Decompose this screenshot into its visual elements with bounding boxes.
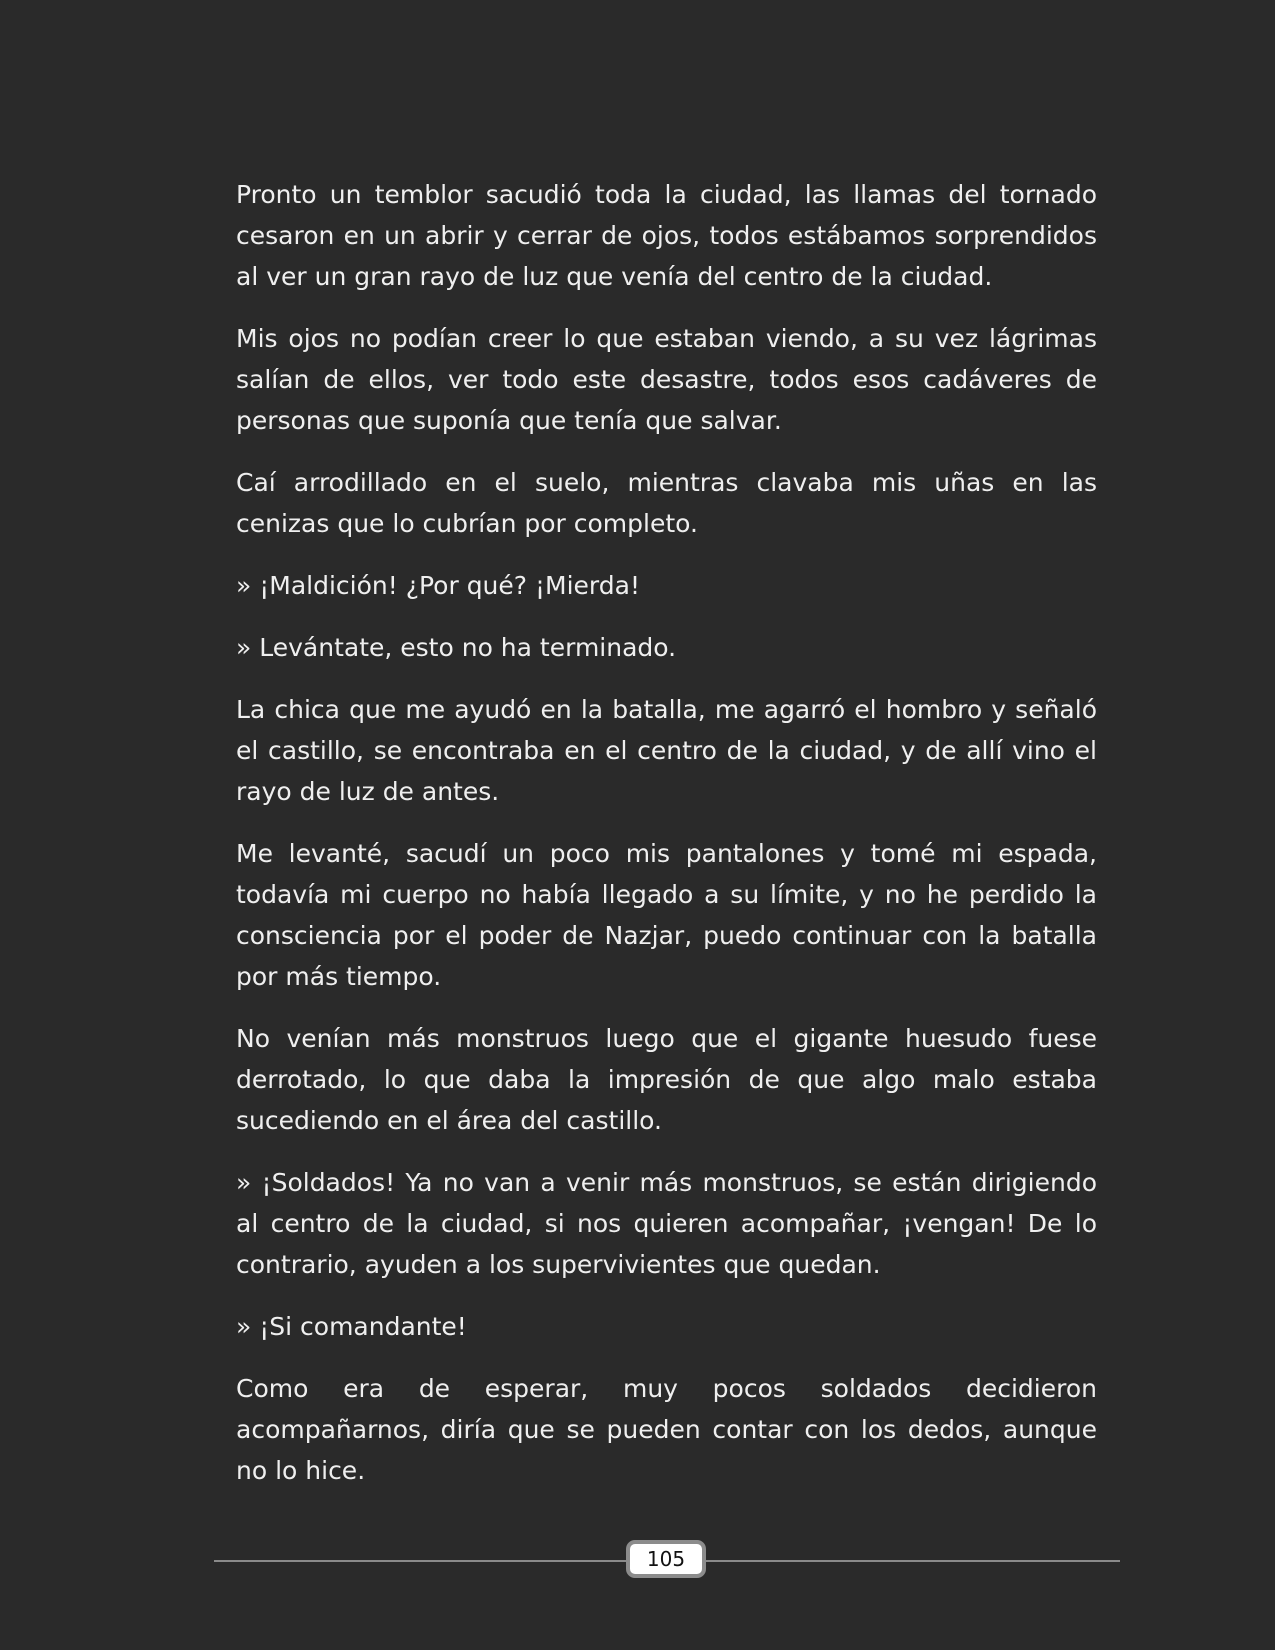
dialogue-line: » ¡Si comandante! bbox=[236, 1312, 467, 1341]
dialogue-line: » ¡Soldados! Ya no van a venir más monstruos, se están dirigiendo al centro de la ciudad, si nos quieren acompañar, ¡vengan! De lo contrario, ayuden a los supervivientes que quedan. bbox=[236, 1168, 1097, 1279]
paragraph: La chica que me ayudó en la batalla, me agarró el hombro y señaló el castillo, se encontraba en el centro de la ciudad, y de allí vino el rayo de luz de antes. bbox=[236, 695, 1097, 806]
paragraph: Me levanté, sacudí un poco mis pantalones y tomé mi espada, todavía mi cuerpo no había llegado a su límite, y no he perdido la consciencia por el poder de Nazjar, puedo continuar con la batalla por más tiempo. bbox=[236, 839, 1097, 991]
paragraph: Mis ojos no podían creer lo que estaban viendo, a su vez lágrimas salían de ellos, ver todo este desastre, todos esos cadáveres de personas que suponía que tenía que salvar. bbox=[236, 324, 1097, 435]
dialogue-line: » ¡Maldición! ¿Por qué? ¡Mierda! bbox=[236, 571, 640, 600]
paragraph: Pronto un temblor sacudió toda la ciudad, las llamas del tornado cesaron en un abrir y cerrar de ojos, todos estábamos sorprendidos al ver un gran rayo de luz que venía del centro de la ciudad. bbox=[236, 180, 1097, 291]
page-number: 105 bbox=[626, 1540, 706, 1578]
paragraph: Como era de esperar, muy pocos soldados decidieron acompañarnos, diría que se pueden contar con los dedos, aunque no lo hice. bbox=[236, 1374, 1097, 1485]
paragraph: Caí arrodillado en el suelo, mientras clavaba mis uñas en las cenizas que lo cubrían por completo. bbox=[236, 468, 1097, 538]
page-body bbox=[236, 174, 1097, 1512]
paragraph: No venían más monstruos luego que el gigante huesudo fuese derrotado, lo que daba la impresión de que algo malo estaba sucediendo en el área del castillo. bbox=[236, 1024, 1097, 1135]
dialogue-line: » Levántate, esto no ha terminado. bbox=[236, 633, 677, 662]
